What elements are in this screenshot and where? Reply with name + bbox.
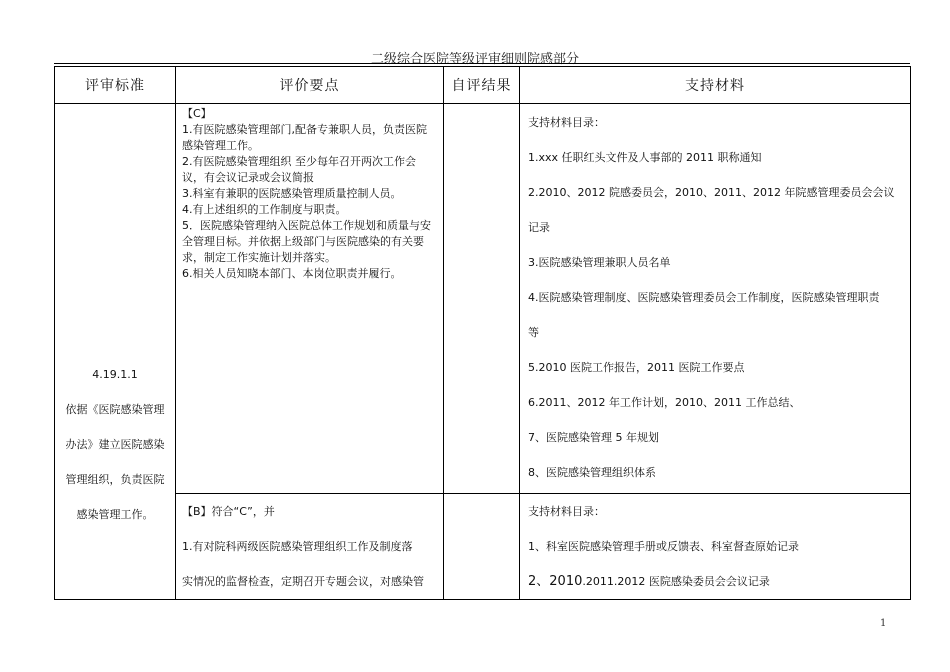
page-number: 1 [880,618,887,629]
list-item: 4.有上述组织的工作制度与职责。 [182,203,347,216]
level-b-label: 【B】符合“C”，并 [182,505,275,518]
list-item: 1.xxx 任职红头文件及人事部的 2011 职称通知 [528,151,762,164]
title-rule [54,63,910,64]
self-eval-b-cell[interactable] [444,494,520,600]
list-item: 3.医院感染管理兼职人员名单 [528,256,671,269]
list-item: 6.相关人员知晓本部门、本岗位职责并履行。 [182,267,402,280]
list-item-rest: .2011.2012 医院感染委员会会议记录 [582,575,770,588]
standard-line: 管理组织，负责医院 [65,473,165,486]
list-item: 2.有医院感染管理组织 至少每年召开两次工作会议，有会议记录或会议简报 [182,155,416,184]
points-c-cell [176,104,444,494]
standard-line: 4.19.1.1 [92,368,138,381]
standard-line: 感染管理工作。 [76,508,154,521]
list-item: 1.有医院感染管理部门,配备专兼职人员，负责医院感染管理工作。 [182,123,427,152]
list-item: 7、医院感染管理 5 年规划 [528,431,659,444]
standard-line: 依据《医院感染管理 [65,403,165,416]
list-item: 等 [528,326,539,339]
list-item: 2.2010、2012 院感委员会，2010、2011、2012 年院感管理委员会会议 [528,186,895,199]
document-title: 二级综合医院等级评审细则院感部分 [370,52,579,67]
header-self-eval: 自评结果 [444,67,520,104]
list-item: 实情况的监督检查，定期召开专题会议，对感染管 [182,575,424,588]
header-standard: 评审标准 [55,67,176,104]
materials-heading: 支持材料目录： [528,116,605,129]
header-materials: 支持材料 [520,67,911,104]
evaluation-table [54,66,911,600]
header-points: 评价要点 [176,67,444,104]
list-item: 1.有对院科两级医院感染管理组织工作及制度落 [182,540,413,553]
list-item: 5.2010 医院工作报告，2011 医院工作要点 [528,361,745,374]
list-item: 6.2011、2012 年工作计划，2010、2011 工作总结、 [528,396,801,409]
level-c-label: 【C】 [182,107,212,120]
list-item: 记录 [528,221,550,234]
standard-cell [55,104,176,600]
table-row-c [55,104,911,494]
list-item: 1、科室医院感染管理手册或反馈表、科室督查原始记录 [528,540,799,553]
list-item: 3.科室有兼职的医院感染管理质量控制人员。 [182,187,402,200]
points-b-cell [176,494,444,600]
list-item [528,564,904,599]
table-row-b [55,494,911,600]
self-eval-c-cell[interactable] [444,104,520,494]
materials-b-cell [520,494,911,600]
materials-c-cell [520,104,911,494]
list-item-prefix: 2、2010 [528,574,583,589]
materials-heading: 支持材料目录： [528,505,605,518]
standard-line: 办法》建立医院感染 [65,438,165,451]
header-row [55,67,911,104]
list-item: 8、医院感染管理组织体系 [528,466,656,479]
list-item: 4.医院感染管理制度、医院感染管理委员会工作制度，医院感染管理职责 [528,291,880,304]
list-item: 5．医院感染管理纳入医院总体工作规划和质量与安全管理目标。并依据上级部门与医院感染的有关要求，制定工作实施计划并落实。 [182,219,431,264]
